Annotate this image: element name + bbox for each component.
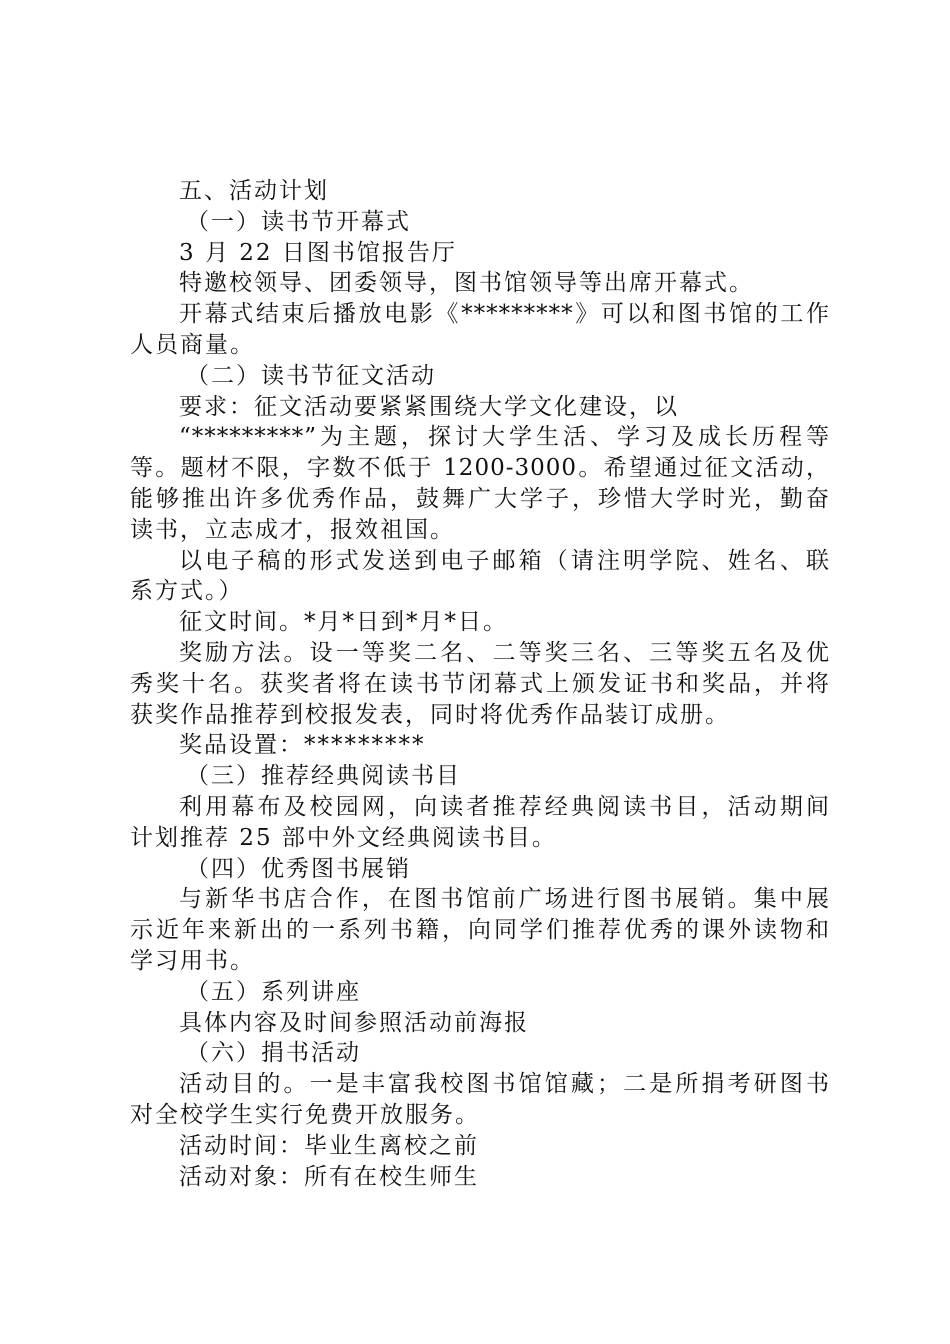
text-line: 能够推出许多优秀作品，鼓舞广大学子，珍惜大学时光，勤奋 xyxy=(130,485,830,512)
text-line: 特邀校领导、团委领导，图书馆领导等出席开幕式。 xyxy=(179,270,754,297)
text-line: “*********”为主题，探讨大学生活、学习及成长历程等 xyxy=(179,424,830,451)
text-line: （六）捐书活动 xyxy=(186,1040,361,1067)
text-line: 系方式。） xyxy=(130,578,244,605)
text-line: 活动目的。一是丰富我校图书馆馆藏；二是所捐考研图书 xyxy=(179,1071,830,1098)
text-line: （一）读书节开幕式 xyxy=(186,208,411,235)
text-line: 3 月 22 日图书馆报告厅 xyxy=(179,239,457,266)
text-line: 要求：征文活动要紧紧围绕大学文化建设，以 xyxy=(179,393,679,420)
text-line: （三）推荐经典阅读书目 xyxy=(186,763,461,790)
text-line: 五、活动计划 xyxy=(179,178,329,204)
text-line: 征文时间。*月*日到*月*日。 xyxy=(179,609,508,636)
text-line: 奖品设置：********* xyxy=(179,732,426,759)
text-line: （二）读书节征文活动 xyxy=(186,362,436,389)
document-body xyxy=(130,176,830,1192)
text-line: 奖励方法。设一等奖二名、二等奖三名、三等奖五名及优 xyxy=(179,639,830,666)
text-line: 与新华书店合作，在图书馆前广场进行图书展销。集中展 xyxy=(179,886,830,913)
text-line: 以电子稿的形式发送到电子邮箱（请注明学院、姓名、联 xyxy=(179,547,830,574)
text-line: （四）优秀图书展销 xyxy=(186,855,411,882)
text-line: 等。题材不限，字数不低于 1200-3000。希望通过征文活动， xyxy=(130,455,830,482)
text-line: 示近年来新出的一系列书籍，向同学们推荐优秀的课外读物和 xyxy=(130,917,830,944)
text-line: 活动时间：毕业生离校之前 xyxy=(179,1132,479,1159)
text-line: 开幕式结束后播放电影《*********》可以和图书馆的工作 xyxy=(179,301,830,328)
text-line: 活动对象：所有在校生师生 xyxy=(179,1163,479,1190)
text-line: 计划推荐 25 部中外文经典阅读书目。 xyxy=(130,824,557,851)
text-line: 获奖作品推荐到校报发表，同时将优秀作品装订成册。 xyxy=(130,701,730,728)
text-line: （五）系列讲座 xyxy=(186,978,361,1005)
text-line: 人员商量。 xyxy=(130,331,255,358)
text-line: 秀奖十名。获奖者将在读书节闭幕式上颁发证书和奖品，并将 xyxy=(130,670,830,697)
text-line: 学习用书。 xyxy=(130,947,255,974)
text-line: 利用幕布及校园网，向读者推荐经典阅读书目，活动期间 xyxy=(179,793,830,820)
text-line: 读书，立志成才，报效祖国。 xyxy=(130,516,455,543)
text-line: 对全校学生实行免费开放服务。 xyxy=(130,1101,480,1128)
text-line: 具体内容及时间参照活动前海报 xyxy=(179,1009,529,1036)
